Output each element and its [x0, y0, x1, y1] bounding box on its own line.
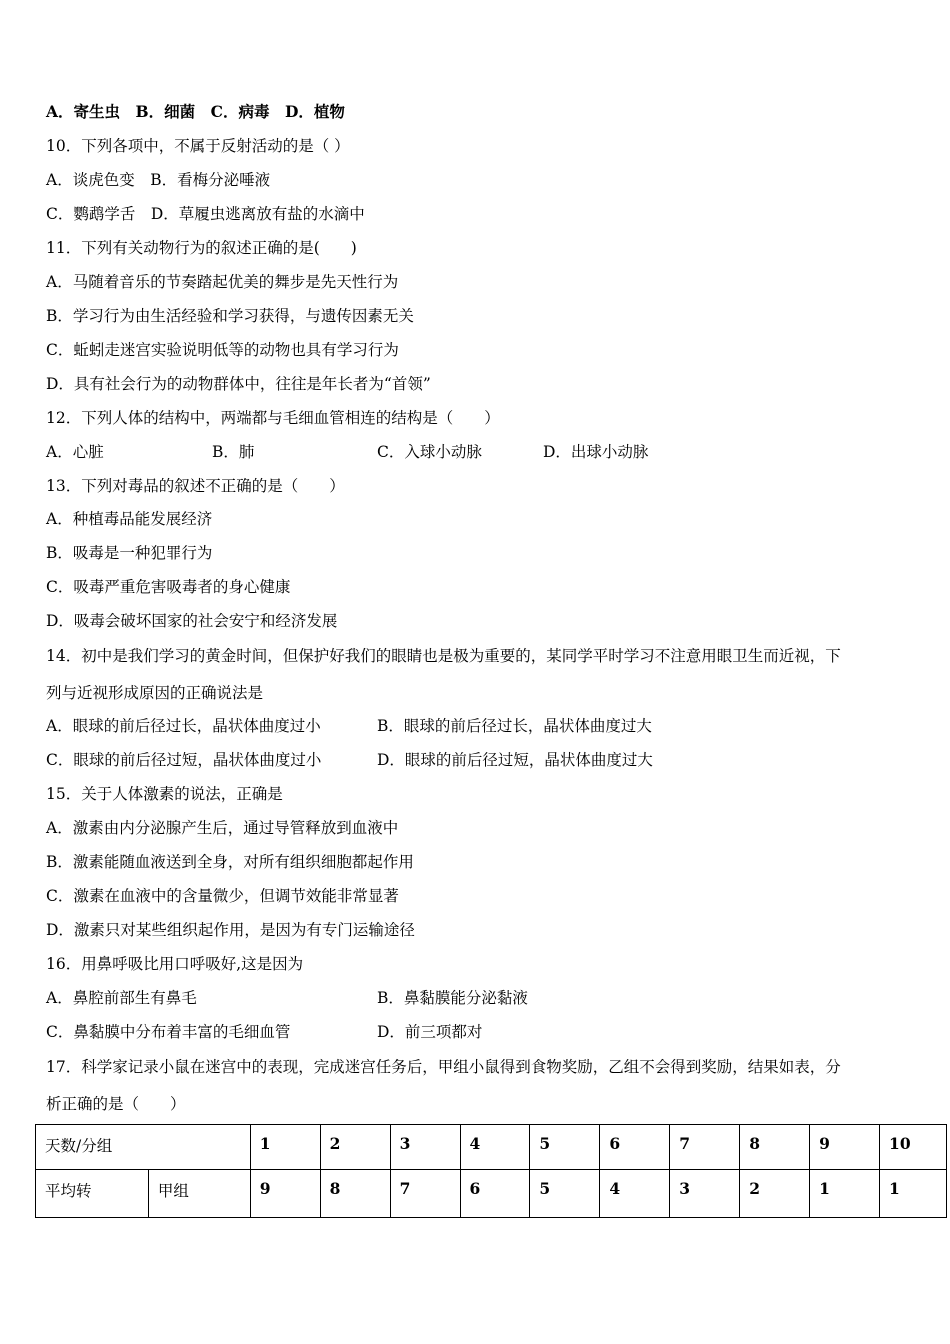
row-label: 平均转 [36, 1170, 149, 1218]
table-cell: 2 [740, 1170, 810, 1218]
maze-results-table [35, 1124, 947, 1218]
question-11-option-d: D．具有社会行为的动物群体中，往往是年长者为“首领” [46, 375, 431, 393]
question-9-options: A．寄生虫 B．细菌 C．病毒 D．植物 [46, 102, 345, 121]
question-12: 12．下列人体的结构中，两端都与毛细血管相连的结构是（ ） [46, 409, 500, 427]
table-header-row [36, 1125, 947, 1170]
question-10-options-ab: A．谈虎色变 B．看梅分泌唾液 [46, 171, 271, 189]
question-14-option-c: C．眼球的前后径过短，晶状体曲度过小 [46, 751, 322, 769]
question-15: 15．关于人体激素的说法，正确是 [46, 785, 283, 803]
table-cell: 9 [810, 1125, 880, 1170]
table-cell: 9 [250, 1170, 320, 1218]
table-cell: 5 [530, 1125, 600, 1170]
question-12-option-a: A．心脏 [46, 443, 104, 461]
question-12-option-c: C．入球小动脉 [377, 443, 482, 461]
table-cell: 7 [670, 1125, 740, 1170]
question-13: 13．下列对毒品的叙述不正确的是（ ） [46, 477, 345, 495]
question-12-option-b: B．肺 [212, 443, 255, 461]
table-cell: 4 [460, 1125, 530, 1170]
question-10: 10．下列各项中，不属于反射活动的是（ ） [46, 137, 350, 155]
question-15-option-a: A．激素由内分泌腺产生后，通过导管释放到血液中 [46, 819, 399, 837]
question-11-option-c: C．蚯蚓走迷宫实验说明低等的动物也具有学习行为 [46, 341, 399, 359]
question-12-option-d: D．出球小动脉 [543, 443, 649, 461]
table-cell: 6 [600, 1125, 670, 1170]
table-header-label: 天数/分组 [36, 1125, 251, 1170]
question-11-option-a: A．马随着音乐的节奏踏起优美的舞步是先天性行为 [46, 273, 399, 291]
question-13-option-c: C．吸毒严重危害吸毒者的身心健康 [46, 578, 291, 596]
question-16: 16．用鼻呼吸比用口呼吸好,这是因为 [46, 955, 304, 973]
question-16-option-a: A．鼻腔前部生有鼻毛 [46, 989, 197, 1007]
question-15-option-d: D．激素只对某些组织起作用，是因为有专门运输途径 [46, 921, 415, 939]
question-13-option-d: D．吸毒会破坏国家的社会安宁和经济发展 [46, 612, 338, 630]
question-14-option-d: D．眼球的前后径过短，晶状体曲度过大 [377, 751, 653, 769]
question-16-option-b: B．鼻黏膜能分泌黏液 [377, 989, 528, 1007]
question-11: 11．下列有关动物行为的叙述正确的是( ) [46, 239, 357, 257]
question-13-option-a: A．种植毒品能发展经济 [46, 510, 213, 528]
table-cell: 8 [320, 1170, 390, 1218]
question-15-option-b: B．激素能随血液送到全身，对所有组织细胞都起作用 [46, 853, 414, 871]
table-cell: 3 [670, 1170, 740, 1218]
question-15-option-c: C．激素在血液中的含量微少，但调节效能非常显著 [46, 887, 399, 905]
question-14-line-1: 14．初中是我们学习的黄金时间，但保护好我们的眼睛也是极为重要的，某同学平时学习不注意用眼卫生而近视，下 [46, 647, 841, 665]
question-11-option-b: B．学习行为由生活经验和学习获得，与遗传因素无关 [46, 307, 414, 325]
table-cell: 1 [250, 1125, 320, 1170]
question-14-line-2: 列与近视形成原因的正确说法是 [46, 684, 264, 702]
table-row [36, 1170, 947, 1218]
table-cell: 2 [320, 1125, 390, 1170]
table-cell: 5 [530, 1170, 600, 1218]
question-13-option-b: B．吸毒是一种犯罪行为 [46, 544, 213, 562]
question-17-line-2: 析正确的是（ ） [46, 1095, 186, 1113]
group-label: 甲组 [148, 1170, 250, 1218]
table-cell: 1 [880, 1170, 947, 1218]
table-cell: 1 [810, 1170, 880, 1218]
table-cell: 3 [390, 1125, 460, 1170]
question-17-line-1: 17．科学家记录小鼠在迷宫中的表现，完成迷宫任务后，甲组小鼠得到食物奖励，乙组不会得到奖励，结果如表，分 [46, 1058, 841, 1076]
table-cell: 8 [740, 1125, 810, 1170]
question-10-options-cd: C．鹦鹉学舌 D．草履虫逃离放有盐的水滴中 [46, 205, 365, 223]
question-16-option-d: D．前三项都对 [377, 1023, 483, 1041]
table-cell: 4 [600, 1170, 670, 1218]
table-cell: 10 [880, 1125, 947, 1170]
table-cell: 7 [390, 1170, 460, 1218]
question-14-option-a: A．眼球的前后径过长，晶状体曲度过小 [46, 717, 321, 735]
question-16-option-c: C．鼻黏膜中分布着丰富的毛细血管 [46, 1023, 291, 1041]
question-14-option-b: B．眼球的前后径过长，晶状体曲度过大 [377, 717, 652, 735]
table-cell: 6 [460, 1170, 530, 1218]
